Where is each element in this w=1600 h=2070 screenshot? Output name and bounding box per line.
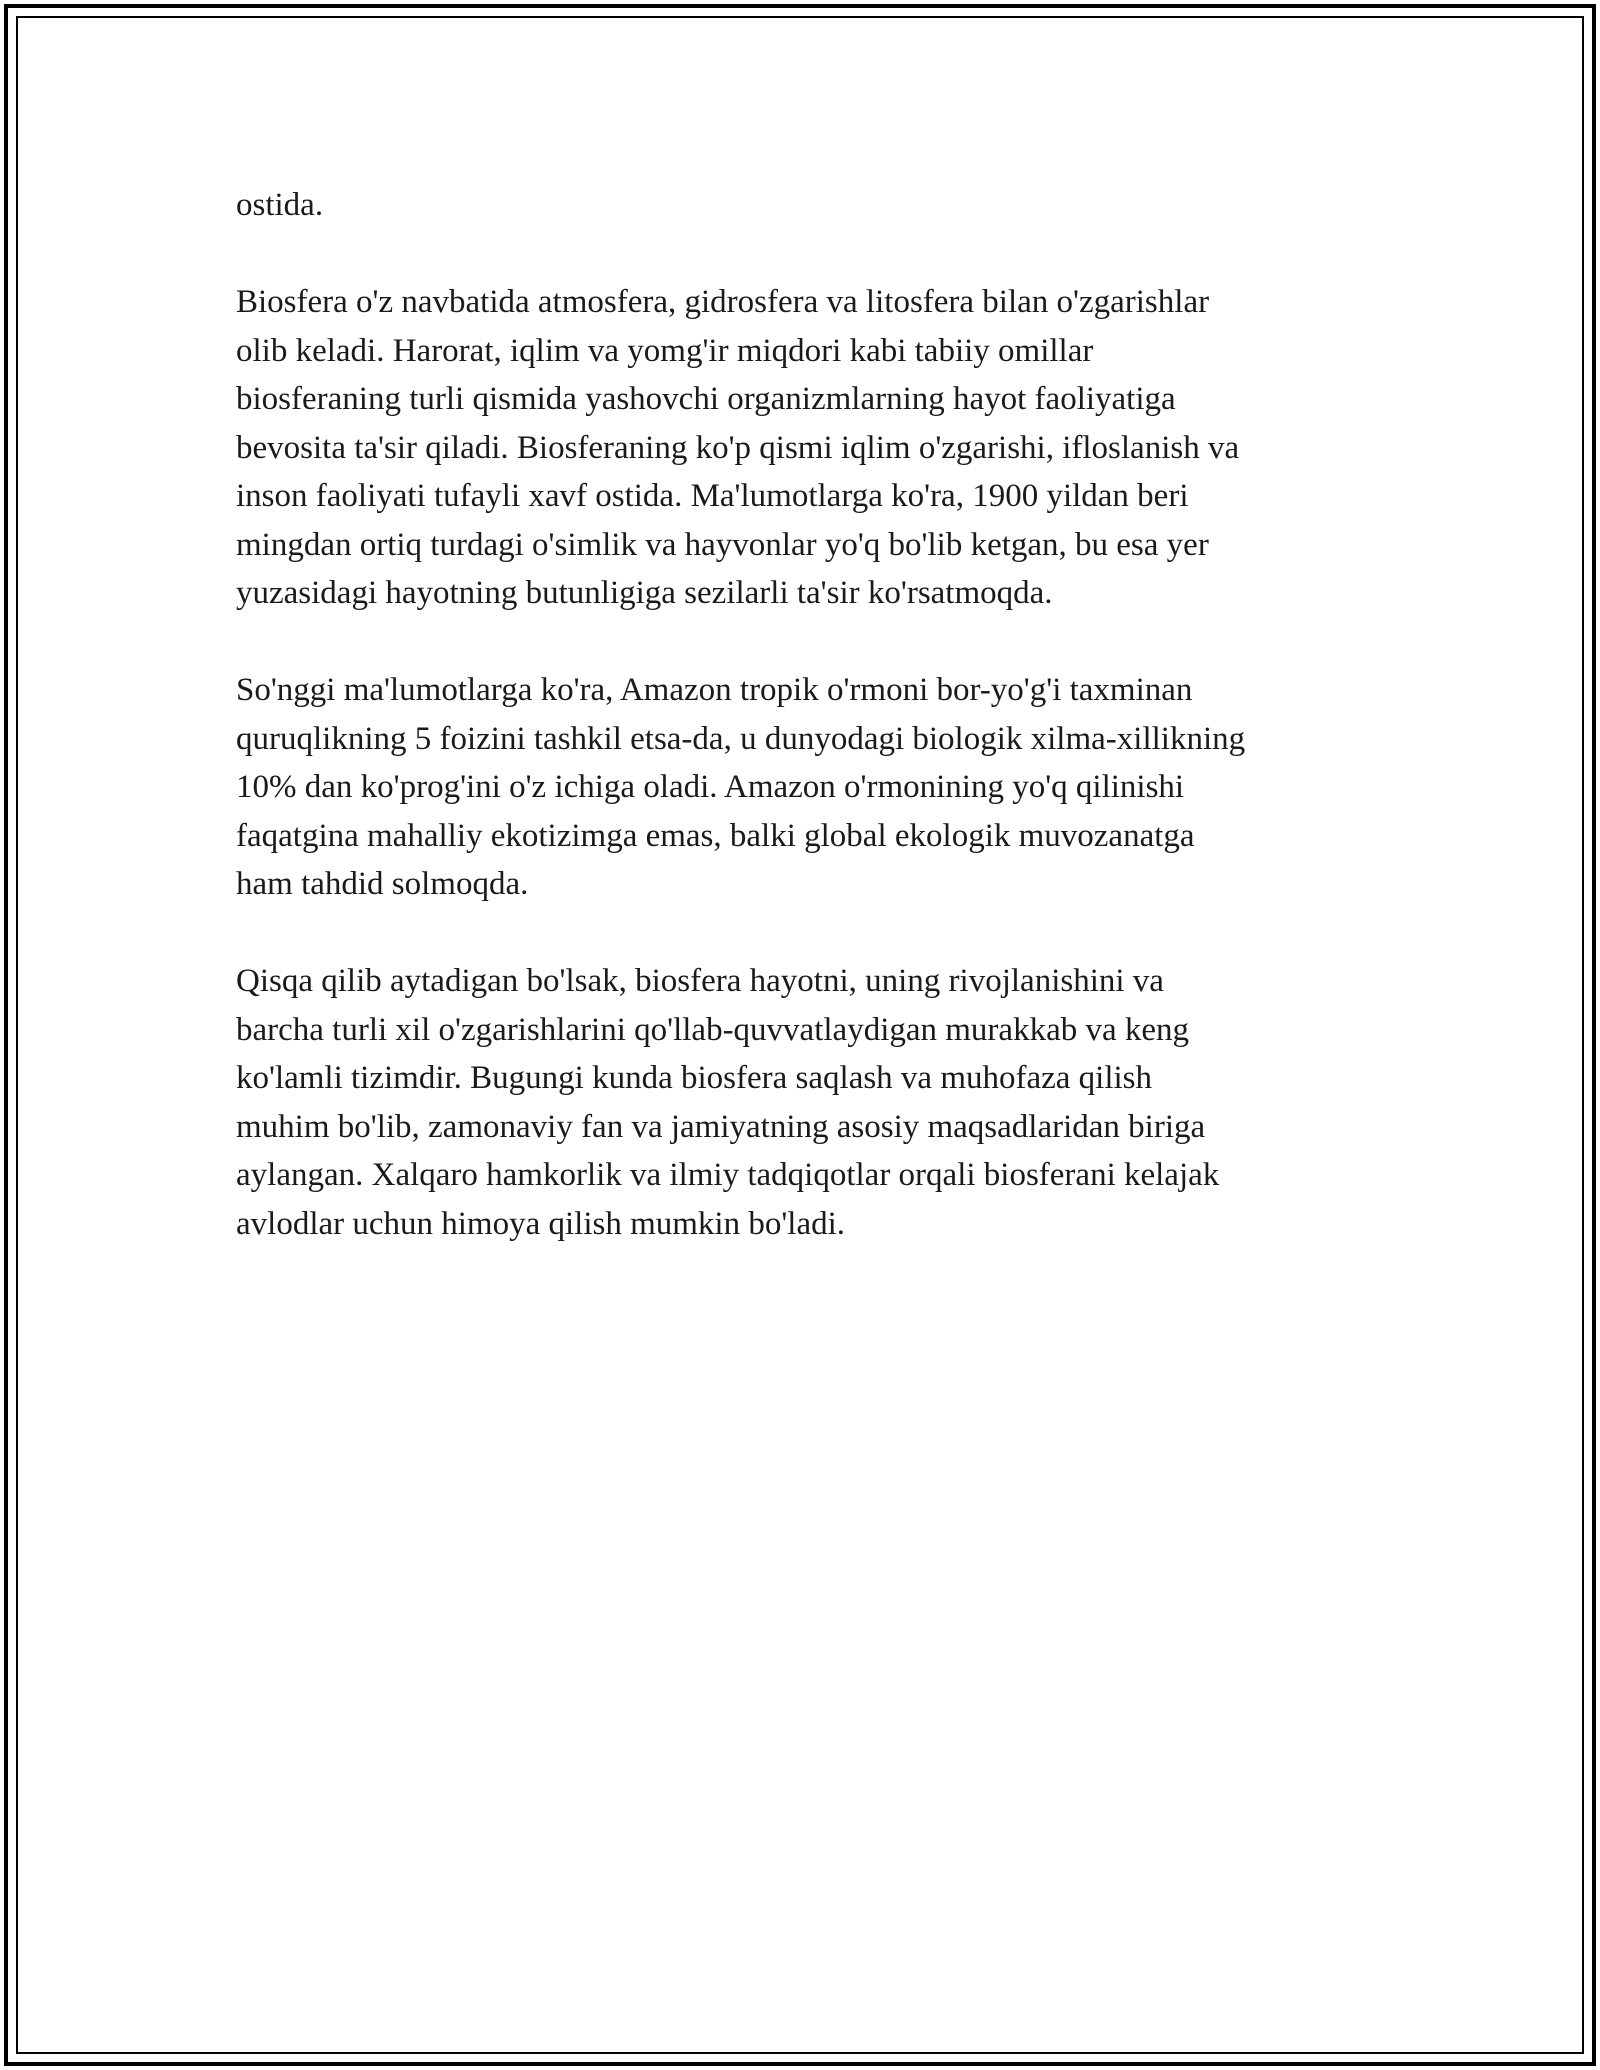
text-line: quruqlikning 5 foizini tashkil etsa-da, u dunyodagi biologik xilma-xillikning: [236, 720, 1246, 757]
text-line: faqatgina mahalliy ekotizimga emas, balki global ekologik muvozanatga: [236, 817, 1195, 854]
text-line: barcha turli xil o'zgarishlarini qo'llab-quvvatlaydigan murakkab va keng: [236, 1011, 1190, 1048]
text-line: So'nggi ma'lumotlarga ko'ra, Amazon tropik o'rmoni bor-yo'g'i taxminan: [236, 672, 1193, 708]
paragraph: [236, 957, 1376, 1248]
text-line: mingdan ortiq turdagi o'simlik va hayvonlar yo'q bo'lib ketgan, bu esa yer: [236, 526, 1209, 563]
text-line: aylangan. Xalqaro hamkorlik va ilmiy tadqiqotlar orqali biosferani kelajak: [236, 1157, 1220, 1193]
text-line: muhim bo'lib, zamonaviy fan va jamiyatning asosiy maqsadlaridan biriga: [236, 1108, 1206, 1145]
text-line: yuzasidagi hayotning butunligiga sezilarli ta'sir ko'rsatmoqda.: [236, 575, 1053, 611]
text-line: ko'lamli tizimdir. Bugungi kunda biosfera saqlash va muhofaza qilish: [236, 1060, 1153, 1096]
text-line: bevosita ta'sir qiladi. Biosferaning ko'p qismi iqlim o'zgarishi, ifloslanish va: [236, 429, 1240, 466]
text-line: avlodlar uchun himoya qilish mumkin bo'ladi.: [236, 1205, 846, 1242]
document-body: [236, 181, 1376, 1297]
text-line: Biosfera o'z navbatida atmosfera, gidrosfera va litosfera bilan o'zgarishlar: [236, 284, 1210, 320]
text-line: ham tahdid solmoqda.: [236, 866, 529, 902]
text-line: 10% dan ko'prog'ini o'z ichiga oladi. Amazon o'rmonining yo'q qilinishi: [236, 769, 1185, 805]
paragraph: [236, 666, 1376, 909]
text-line: Qisqa qilib aytadigan bo'lsak, biosfera hayotni, uning rivojlanishini va: [236, 963, 1164, 999]
text-line: biosferaning turli qismida yashovchi organizmlarning hayot faoliyatiga: [236, 381, 1176, 417]
paragraph: [236, 181, 1376, 230]
text-line: olib keladi. Harorat, iqlim va yomg'ir miqdori kabi tabiiy omillar: [236, 332, 1094, 369]
text-line: ostida.: [236, 187, 324, 223]
text-line: inson faoliyati tufayli xavf ostida. Ma'lumotlarga ko'ra, 1900 yildan beri: [236, 478, 1189, 514]
paragraph: [236, 278, 1376, 618]
